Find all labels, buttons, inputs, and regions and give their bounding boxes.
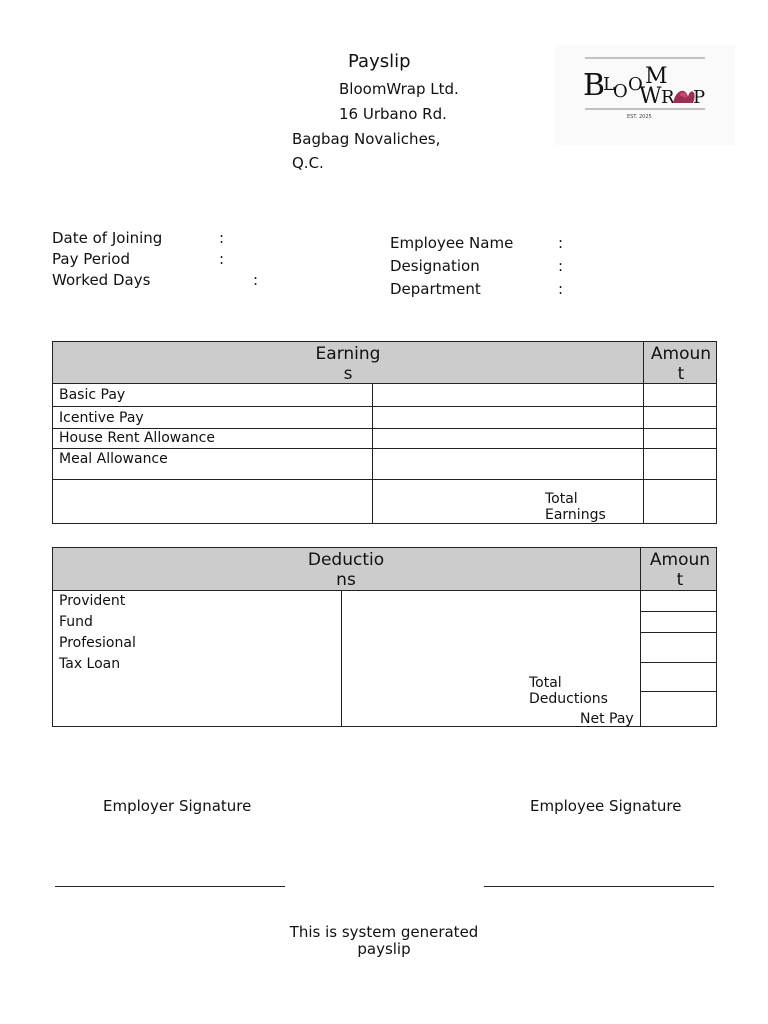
address-line-3: Q.C. [292,154,324,172]
svg-text:W: W [639,84,662,109]
address-line-1: 16 Urbano Rd. [339,105,447,123]
date-of-joining-colon: : [219,229,225,247]
deductions-mid-divider [341,591,342,726]
pay-period-label: Pay Period [52,250,130,268]
svg-text:EST. 2025: EST. 2025 [627,114,652,120]
svg-text:O: O [613,81,628,102]
earnings-row-house-rent: House Rent Allowance [59,430,215,446]
net-pay-label: Net Pay [580,711,634,727]
deductions-item-tax-loan: Tax Loan [59,656,121,672]
svg-text:O: O [628,74,643,95]
department-colon: : [558,280,564,298]
earnings-mid-divider [372,384,373,523]
system-generated-note: This is system generated payslip [289,923,479,958]
deductions-amount-line [641,662,716,663]
employee-signature-label: Employee Signature [530,797,682,815]
company-name: BloomWrap Ltd. [339,80,459,98]
total-deductions-label: Total Deductions [529,675,608,707]
employer-signature-line [55,886,285,887]
earnings-row-basic-pay: Basic Pay [59,387,126,403]
company-logo [555,45,735,145]
employee-name-label: Employee Name [390,234,514,252]
earnings-row-line [53,406,716,407]
earnings-amount-divider [643,342,644,523]
department-label: Department [390,280,481,298]
svg-text:M: M [645,64,668,89]
worked-days-label: Worked Days [52,271,151,289]
deductions-amount-divider [640,548,641,726]
svg-text:P: P [693,87,706,108]
pay-period-colon: : [219,250,225,268]
deductions-amount-line [641,691,716,692]
deductions-item-professional: Profesional [59,635,136,651]
earnings-row-incentive-pay: Icentive Pay [59,410,144,426]
designation-colon: : [558,257,564,275]
deductions-amount-line [641,632,716,633]
earnings-amount-header: Amoun t [650,344,712,384]
earnings-table [52,341,717,524]
deductions-header: Deductio ns [307,550,385,590]
svg-text:R: R [661,87,675,108]
address-line-2: Bagbag Novaliches, [292,130,441,148]
svg-text:B: B [583,68,606,103]
earnings-row-meal-allowance: Meal Allowance [59,451,168,467]
worked-days-colon: : [253,271,259,289]
deductions-table [52,547,717,727]
earnings-row-line [53,448,716,449]
deductions-amount-line [641,611,716,612]
deductions-amount-header: Amoun t [649,550,711,590]
deductions-item-fund: Fund [59,614,93,630]
earnings-row-line [53,428,716,429]
deductions-item-provident: Provident [59,593,126,609]
payslip-title: Payslip [348,51,411,72]
earnings-header: Earning s [315,344,381,384]
earnings-row-line [53,479,716,480]
designation-label: Designation [390,257,480,275]
employer-signature-label: Employer Signature [103,797,252,815]
svg-text:L: L [603,74,615,95]
date-of-joining-label: Date of Joining [52,229,163,247]
employee-name-colon: : [558,234,564,252]
total-earnings-label: Total Earnings [545,491,606,523]
employee-signature-line [484,886,714,887]
